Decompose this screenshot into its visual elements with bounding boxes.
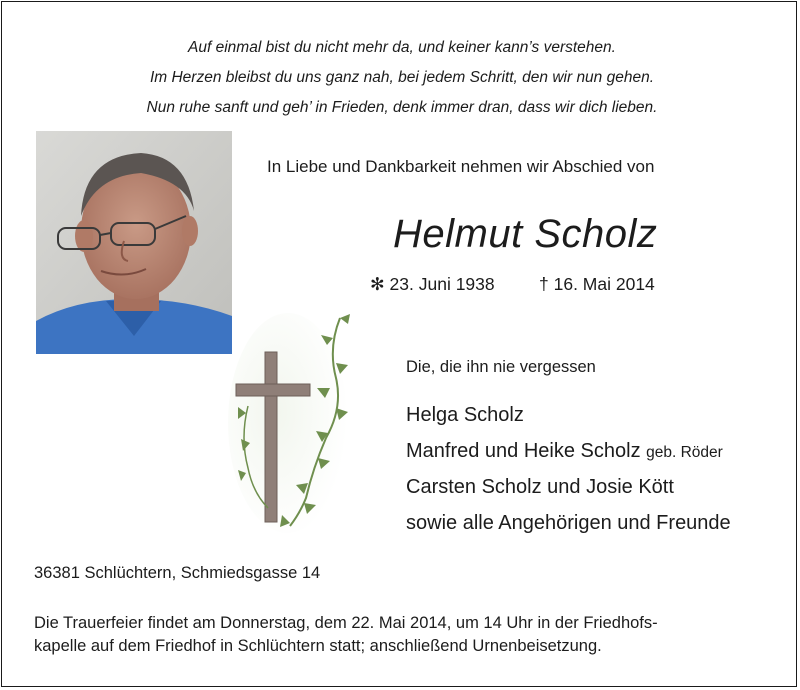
death-date — [539, 274, 655, 295]
deceased-name: Helmut Scholz — [393, 212, 658, 256]
poem-line-2: Im Herzen bleibst du uns ganz nah, bei jedem Schritt, den wir nun gehen. — [149, 69, 655, 86]
poem-line-3: Nun ruhe sanft und geh’ in Frieden, denk immer dran, dass wir dich lieben. — [146, 99, 658, 116]
mourner-line-4: sowie alle Angehörigen und Freunde — [406, 512, 731, 534]
mourner-line-2-names: Manfred und Heike Scholz — [406, 440, 641, 462]
funeral-notice-line-2: kapelle auf dem Friedhof in Schlüchtern statt; anschließend Urnenbeisetzung. — [34, 637, 602, 655]
funeral-notice-line-1: Die Trauerfeier findet am Donnerstag, dem 22. Mai 2014, um 14 Uhr in der Friedhofs- — [34, 614, 658, 632]
death-date-text: 16. Mai 2014 — [553, 274, 655, 294]
cross-ivy-icon — [228, 308, 368, 538]
poem-line-1: Auf einmal bist du nicht mehr da, und keiner kann’s verstehen. — [188, 39, 616, 56]
address: 36381 Schlüchtern, Schmiedsgasse 14 — [34, 564, 321, 582]
mourner-line-2 — [406, 440, 723, 463]
cross-symbol-icon: † — [539, 274, 549, 294]
birth-symbol-icon: ✻ — [370, 274, 385, 294]
obituary-frame — [1, 1, 797, 687]
portrait-photo — [36, 131, 232, 354]
mourners-heading: Die, die ihn nie vergessen — [406, 358, 596, 376]
mourner-line-2-maiden: geb. Röder — [646, 444, 723, 461]
mourner-line-1: Helga Scholz — [406, 404, 524, 426]
birth-date — [370, 274, 495, 295]
intro-text: In Liebe und Dankbarkeit nehmen wir Abschied von — [267, 157, 655, 176]
mourner-line-3: Carsten Scholz und Josie Kött — [406, 476, 674, 498]
birth-date-text: 23. Juni 1938 — [389, 274, 495, 294]
